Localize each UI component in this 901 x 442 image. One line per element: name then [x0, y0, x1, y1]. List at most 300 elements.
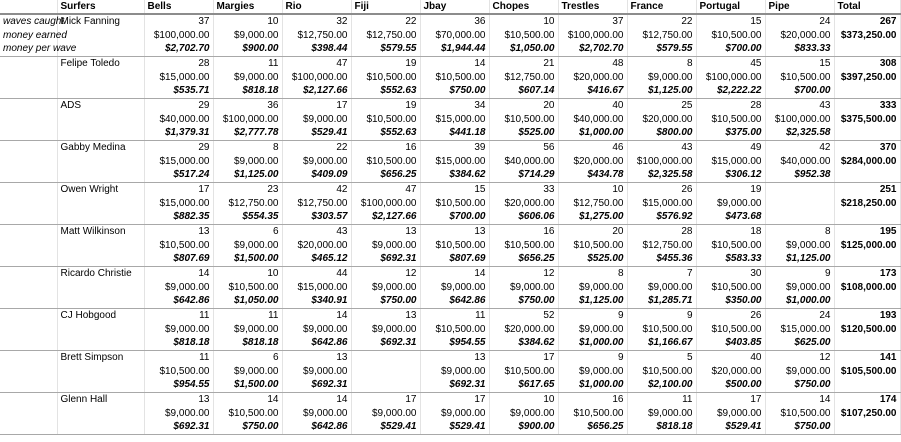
- table-cell[interactable]: 36: [420, 14, 489, 28]
- table-cell[interactable]: $10,500.00: [420, 238, 489, 252]
- table-cell[interactable]: $2,100.00: [627, 378, 696, 392]
- table-cell[interactable]: 16: [558, 392, 627, 406]
- table-cell[interactable]: $642.86: [282, 420, 351, 434]
- table-cell[interactable]: 18: [696, 224, 765, 238]
- table-cell[interactable]: 9: [765, 266, 834, 280]
- table-cell[interactable]: 10: [213, 266, 282, 280]
- table-cell[interactable]: 48: [558, 56, 627, 70]
- surfer-name-cell[interactable]: Owen Wright: [57, 182, 144, 196]
- column-header[interactable]: Pipe: [765, 0, 834, 14]
- table-cell[interactable]: $10,500.00: [144, 238, 213, 252]
- table-cell[interactable]: [351, 350, 420, 364]
- table-cell[interactable]: $15,000.00: [144, 196, 213, 210]
- total-cell[interactable]: $375,500.00: [834, 112, 900, 126]
- row-label-cell[interactable]: [0, 280, 57, 294]
- table-cell[interactable]: $692.31: [351, 252, 420, 266]
- table-cell[interactable]: $9,000.00: [420, 280, 489, 294]
- table-cell[interactable]: 10: [489, 392, 558, 406]
- table-cell[interactable]: $818.18: [213, 84, 282, 98]
- table-cell[interactable]: $642.86: [144, 294, 213, 308]
- table-cell[interactable]: $403.85: [696, 336, 765, 350]
- total-cell[interactable]: [834, 420, 900, 434]
- table-cell[interactable]: $1,050.00: [489, 42, 558, 56]
- table-cell[interactable]: [57, 364, 144, 378]
- table-cell[interactable]: 17: [696, 392, 765, 406]
- table-cell[interactable]: $15,000.00: [765, 322, 834, 336]
- row-label-cell[interactable]: [0, 168, 57, 182]
- table-cell[interactable]: $1,000.00: [765, 294, 834, 308]
- table-cell[interactable]: 19: [696, 182, 765, 196]
- total-cell[interactable]: [834, 168, 900, 182]
- table-cell[interactable]: $9,000.00: [282, 112, 351, 126]
- table-cell[interactable]: $416.67: [558, 84, 627, 98]
- table-cell[interactable]: $807.69: [144, 252, 213, 266]
- row-label-cell[interactable]: [0, 112, 57, 126]
- table-cell[interactable]: $1,944.44: [420, 42, 489, 56]
- table-cell[interactable]: $900.00: [213, 42, 282, 56]
- table-cell[interactable]: $10,500.00: [627, 322, 696, 336]
- table-cell[interactable]: $552.63: [351, 126, 420, 140]
- table-cell[interactable]: $750.00: [765, 378, 834, 392]
- table-cell[interactable]: $20,000.00: [558, 70, 627, 84]
- table-cell[interactable]: 14: [420, 56, 489, 70]
- table-cell[interactable]: 8: [558, 266, 627, 280]
- table-cell[interactable]: $15,000.00: [144, 70, 213, 84]
- total-cell[interactable]: $120,500.00: [834, 322, 900, 336]
- table-cell[interactable]: [57, 154, 144, 168]
- surfer-name-cell[interactable]: CJ Hobgood: [57, 308, 144, 322]
- table-cell[interactable]: $579.55: [627, 42, 696, 56]
- total-cell[interactable]: [834, 210, 900, 224]
- table-cell[interactable]: $12,750.00: [627, 28, 696, 42]
- table-cell[interactable]: 11: [627, 392, 696, 406]
- total-cell[interactable]: $373,250.00: [834, 28, 900, 42]
- table-cell[interactable]: $100,000.00: [696, 70, 765, 84]
- table-cell[interactable]: $340.91: [282, 294, 351, 308]
- table-cell[interactable]: $20,000.00: [282, 238, 351, 252]
- table-cell[interactable]: 17: [351, 392, 420, 406]
- row-label-cell[interactable]: money earned: [0, 28, 57, 42]
- table-cell[interactable]: $100,000.00: [627, 154, 696, 168]
- table-cell[interactable]: $9,000.00: [213, 364, 282, 378]
- table-cell[interactable]: 14: [282, 308, 351, 322]
- table-cell[interactable]: $10,500.00: [696, 112, 765, 126]
- table-cell[interactable]: $1,500.00: [213, 378, 282, 392]
- total-cell[interactable]: [834, 42, 900, 56]
- table-cell[interactable]: $15,000.00: [144, 154, 213, 168]
- table-cell[interactable]: 32: [282, 14, 351, 28]
- row-label-cell[interactable]: waves caught: [0, 14, 57, 28]
- table-cell[interactable]: 22: [627, 14, 696, 28]
- table-cell[interactable]: 22: [351, 14, 420, 28]
- table-cell[interactable]: $9,000.00: [351, 280, 420, 294]
- table-cell[interactable]: $2,325.58: [627, 168, 696, 182]
- surfer-name-cell[interactable]: Matt Wilkinson: [57, 224, 144, 238]
- row-label-cell[interactable]: [0, 406, 57, 420]
- table-cell[interactable]: $40,000.00: [144, 112, 213, 126]
- total-cell[interactable]: $125,000.00: [834, 238, 900, 252]
- table-cell[interactable]: $2,222.22: [696, 84, 765, 98]
- table-cell[interactable]: 45: [696, 56, 765, 70]
- table-cell[interactable]: $952.38: [765, 168, 834, 182]
- table-cell[interactable]: $1,285.71: [627, 294, 696, 308]
- table-cell[interactable]: $692.31: [144, 420, 213, 434]
- table-cell[interactable]: $303.57: [282, 210, 351, 224]
- table-cell[interactable]: $517.24: [144, 168, 213, 182]
- table-cell[interactable]: 10: [213, 14, 282, 28]
- table-cell[interactable]: $900.00: [489, 420, 558, 434]
- table-cell[interactable]: 13: [420, 350, 489, 364]
- table-cell[interactable]: 26: [696, 308, 765, 322]
- column-header[interactable]: Jbay: [420, 0, 489, 14]
- table-cell[interactable]: 12: [351, 266, 420, 280]
- row-label-cell[interactable]: [0, 252, 57, 266]
- table-cell[interactable]: 13: [144, 392, 213, 406]
- table-cell[interactable]: $2,127.66: [282, 84, 351, 98]
- table-cell[interactable]: $579.55: [351, 42, 420, 56]
- table-cell[interactable]: $9,000.00: [558, 322, 627, 336]
- table-cell[interactable]: $9,000.00: [351, 406, 420, 420]
- table-cell[interactable]: [351, 378, 420, 392]
- table-cell[interactable]: $12,750.00: [351, 28, 420, 42]
- table-cell[interactable]: 47: [282, 56, 351, 70]
- table-cell[interactable]: 44: [282, 266, 351, 280]
- table-cell[interactable]: 16: [489, 224, 558, 238]
- table-cell[interactable]: 15: [420, 182, 489, 196]
- table-cell[interactable]: $434.78: [558, 168, 627, 182]
- total-cell[interactable]: [834, 84, 900, 98]
- total-cell[interactable]: 174: [834, 392, 900, 406]
- table-cell[interactable]: $9,000.00: [282, 322, 351, 336]
- table-cell[interactable]: $40,000.00: [558, 112, 627, 126]
- table-cell[interactable]: 37: [144, 14, 213, 28]
- table-cell[interactable]: [57, 238, 144, 252]
- column-header[interactable]: Rio: [282, 0, 351, 14]
- table-cell[interactable]: $700.00: [765, 84, 834, 98]
- row-label-cell[interactable]: [0, 294, 57, 308]
- table-cell[interactable]: $9,000.00: [282, 364, 351, 378]
- table-cell[interactable]: $384.62: [420, 168, 489, 182]
- table-cell[interactable]: 28: [627, 224, 696, 238]
- total-cell[interactable]: $218,250.00: [834, 196, 900, 210]
- table-cell[interactable]: 14: [213, 392, 282, 406]
- table-cell[interactable]: $1,000.00: [558, 126, 627, 140]
- table-cell[interactable]: $9,000.00: [144, 406, 213, 420]
- table-cell[interactable]: 39: [420, 140, 489, 154]
- table-cell[interactable]: [57, 70, 144, 84]
- table-cell[interactable]: $750.00: [351, 294, 420, 308]
- table-cell[interactable]: 42: [765, 140, 834, 154]
- table-cell[interactable]: 19: [351, 98, 420, 112]
- table-cell[interactable]: $20,000.00: [696, 364, 765, 378]
- table-cell[interactable]: $9,000.00: [213, 322, 282, 336]
- table-cell[interactable]: 24: [765, 14, 834, 28]
- table-cell[interactable]: 28: [696, 98, 765, 112]
- table-cell[interactable]: $9,000.00: [213, 238, 282, 252]
- table-cell[interactable]: $9,000.00: [213, 70, 282, 84]
- table-cell[interactable]: $10,500.00: [144, 364, 213, 378]
- table-cell[interactable]: $384.62: [489, 336, 558, 350]
- table-cell[interactable]: $10,500.00: [696, 238, 765, 252]
- table-cell[interactable]: $700.00: [420, 210, 489, 224]
- table-cell[interactable]: $750.00: [765, 420, 834, 434]
- column-header[interactable]: Total: [834, 0, 900, 14]
- table-cell[interactable]: $9,000.00: [765, 280, 834, 294]
- row-label-cell[interactable]: [0, 140, 57, 154]
- table-cell[interactable]: 9: [558, 308, 627, 322]
- table-cell[interactable]: $100,000.00: [144, 28, 213, 42]
- table-cell[interactable]: $10,500.00: [558, 406, 627, 420]
- table-cell[interactable]: $607.14: [489, 84, 558, 98]
- table-cell[interactable]: 9: [558, 350, 627, 364]
- table-cell[interactable]: 16: [351, 140, 420, 154]
- total-cell[interactable]: $108,000.00: [834, 280, 900, 294]
- table-cell[interactable]: $656.25: [558, 420, 627, 434]
- surfer-name-cell[interactable]: Mick Fanning: [57, 14, 144, 28]
- table-cell[interactable]: [351, 364, 420, 378]
- table-cell[interactable]: $525.00: [489, 126, 558, 140]
- table-cell[interactable]: $100,000.00: [213, 112, 282, 126]
- table-cell[interactable]: $818.18: [627, 420, 696, 434]
- column-header[interactable]: France: [627, 0, 696, 14]
- table-cell[interactable]: [765, 210, 834, 224]
- total-cell[interactable]: 141: [834, 350, 900, 364]
- table-cell[interactable]: 13: [351, 308, 420, 322]
- table-cell[interactable]: $12,750.00: [489, 70, 558, 84]
- total-cell[interactable]: [834, 252, 900, 266]
- table-cell[interactable]: $833.33: [765, 42, 834, 56]
- surfer-name-cell[interactable]: Felipe Toledo: [57, 56, 144, 70]
- table-cell[interactable]: [57, 126, 144, 140]
- table-cell[interactable]: $1,000.00: [558, 336, 627, 350]
- table-cell[interactable]: $9,000.00: [420, 406, 489, 420]
- table-cell[interactable]: $617.65: [489, 378, 558, 392]
- table-cell[interactable]: $9,000.00: [351, 322, 420, 336]
- table-cell[interactable]: 17: [420, 392, 489, 406]
- table-cell[interactable]: $700.00: [696, 42, 765, 56]
- table-cell[interactable]: $12,750.00: [558, 196, 627, 210]
- table-cell[interactable]: 8: [765, 224, 834, 238]
- table-cell[interactable]: $10,500.00: [696, 322, 765, 336]
- column-header[interactable]: Trestles: [558, 0, 627, 14]
- row-label-cell[interactable]: [0, 322, 57, 336]
- table-cell[interactable]: 7: [627, 266, 696, 280]
- column-header[interactable]: Portugal: [696, 0, 765, 14]
- surfer-name-cell[interactable]: Ricardo Christie: [57, 266, 144, 280]
- table-cell[interactable]: $656.25: [489, 252, 558, 266]
- table-cell[interactable]: $9,000.00: [765, 364, 834, 378]
- table-cell[interactable]: $12,750.00: [282, 28, 351, 42]
- total-cell[interactable]: [834, 336, 900, 350]
- row-label-cell[interactable]: money per wave: [0, 42, 57, 56]
- table-cell[interactable]: $525.00: [558, 252, 627, 266]
- table-cell[interactable]: 8: [213, 140, 282, 154]
- table-cell[interactable]: 28: [144, 56, 213, 70]
- table-cell[interactable]: [57, 378, 144, 392]
- table-cell[interactable]: $70,000.00: [420, 28, 489, 42]
- table-cell[interactable]: 15: [765, 56, 834, 70]
- table-cell[interactable]: [57, 112, 144, 126]
- table-cell[interactable]: 19: [351, 56, 420, 70]
- table-cell[interactable]: $750.00: [489, 294, 558, 308]
- table-cell[interactable]: 52: [489, 308, 558, 322]
- table-cell[interactable]: $583.33: [696, 252, 765, 266]
- table-cell[interactable]: $529.41: [696, 420, 765, 434]
- table-cell[interactable]: 6: [213, 350, 282, 364]
- column-header[interactable]: Bells: [144, 0, 213, 14]
- table-cell[interactable]: 13: [351, 224, 420, 238]
- table-cell[interactable]: $882.35: [144, 210, 213, 224]
- table-cell[interactable]: 49: [696, 140, 765, 154]
- row-label-cell[interactable]: [0, 266, 57, 280]
- table-cell[interactable]: $714.29: [489, 168, 558, 182]
- table-cell[interactable]: $500.00: [696, 378, 765, 392]
- row-label-cell[interactable]: [0, 336, 57, 350]
- table-cell[interactable]: $1,125.00: [558, 294, 627, 308]
- table-cell[interactable]: $750.00: [420, 84, 489, 98]
- total-cell[interactable]: [834, 126, 900, 140]
- table-cell[interactable]: [57, 406, 144, 420]
- total-cell[interactable]: 193: [834, 308, 900, 322]
- total-cell[interactable]: 195: [834, 224, 900, 238]
- table-cell[interactable]: $818.18: [213, 336, 282, 350]
- table-cell[interactable]: $2,702.70: [144, 42, 213, 56]
- table-cell[interactable]: $10,500.00: [489, 28, 558, 42]
- table-cell[interactable]: 14: [282, 392, 351, 406]
- total-cell[interactable]: 308: [834, 56, 900, 70]
- row-label-cell[interactable]: [0, 84, 57, 98]
- table-cell[interactable]: 13: [144, 224, 213, 238]
- table-cell[interactable]: $9,000.00: [696, 196, 765, 210]
- table-cell[interactable]: 17: [489, 350, 558, 364]
- table-cell[interactable]: $1,500.00: [213, 252, 282, 266]
- column-header[interactable]: Margies: [213, 0, 282, 14]
- table-cell[interactable]: 11: [213, 56, 282, 70]
- table-cell[interactable]: $100,000.00: [351, 196, 420, 210]
- table-cell[interactable]: 20: [489, 98, 558, 112]
- table-cell[interactable]: 40: [558, 98, 627, 112]
- table-cell[interactable]: 25: [627, 98, 696, 112]
- table-cell[interactable]: $1,000.00: [558, 378, 627, 392]
- table-cell[interactable]: $692.31: [351, 336, 420, 350]
- column-header[interactable]: Fiji: [351, 0, 420, 14]
- table-cell[interactable]: [57, 210, 144, 224]
- table-cell[interactable]: $15,000.00: [282, 280, 351, 294]
- table-cell[interactable]: 8: [627, 56, 696, 70]
- table-cell[interactable]: $40,000.00: [489, 154, 558, 168]
- table-cell[interactable]: 15: [696, 14, 765, 28]
- table-cell[interactable]: $10,500.00: [489, 364, 558, 378]
- table-cell[interactable]: $10,500.00: [696, 280, 765, 294]
- table-cell[interactable]: 23: [213, 182, 282, 196]
- table-cell[interactable]: $398.44: [282, 42, 351, 56]
- table-cell[interactable]: [57, 28, 144, 42]
- table-cell[interactable]: $2,702.70: [558, 42, 627, 56]
- table-cell[interactable]: $1,050.00: [213, 294, 282, 308]
- table-cell[interactable]: [57, 168, 144, 182]
- table-cell[interactable]: 36: [213, 98, 282, 112]
- table-cell[interactable]: $20,000.00: [489, 322, 558, 336]
- table-cell[interactable]: $1,166.67: [627, 336, 696, 350]
- surfer-name-cell[interactable]: ADS: [57, 98, 144, 112]
- table-cell[interactable]: [765, 182, 834, 196]
- table-cell[interactable]: $9,000.00: [627, 406, 696, 420]
- table-cell[interactable]: 11: [144, 308, 213, 322]
- table-cell[interactable]: $2,777.78: [213, 126, 282, 140]
- table-cell[interactable]: [57, 196, 144, 210]
- table-cell[interactable]: $100,000.00: [282, 70, 351, 84]
- table-cell[interactable]: $10,500.00: [696, 28, 765, 42]
- table-cell[interactable]: $535.71: [144, 84, 213, 98]
- row-label-cell[interactable]: [0, 70, 57, 84]
- table-cell[interactable]: $9,000.00: [765, 238, 834, 252]
- table-cell[interactable]: $12,750.00: [213, 196, 282, 210]
- total-cell[interactable]: 370: [834, 140, 900, 154]
- table-cell[interactable]: $529.41: [282, 126, 351, 140]
- table-cell[interactable]: 29: [144, 98, 213, 112]
- table-cell[interactable]: 47: [351, 182, 420, 196]
- table-cell[interactable]: $441.18: [420, 126, 489, 140]
- corner-cell[interactable]: [0, 0, 57, 14]
- row-label-cell[interactable]: [0, 350, 57, 364]
- surfer-name-cell[interactable]: Gabby Medina: [57, 140, 144, 154]
- surfer-name-cell[interactable]: Glenn Hall: [57, 392, 144, 406]
- table-cell[interactable]: $9,000.00: [696, 406, 765, 420]
- table-cell[interactable]: 37: [558, 14, 627, 28]
- table-cell[interactable]: $15,000.00: [420, 112, 489, 126]
- table-cell[interactable]: $10,500.00: [351, 154, 420, 168]
- table-cell[interactable]: $15,000.00: [420, 154, 489, 168]
- table-cell[interactable]: 11: [144, 350, 213, 364]
- table-cell[interactable]: [57, 420, 144, 434]
- table-cell[interactable]: $800.00: [627, 126, 696, 140]
- table-cell[interactable]: $554.35: [213, 210, 282, 224]
- table-cell[interactable]: 14: [765, 392, 834, 406]
- row-label-cell[interactable]: [0, 126, 57, 140]
- table-cell[interactable]: $1,125.00: [213, 168, 282, 182]
- table-cell[interactable]: $625.00: [765, 336, 834, 350]
- table-cell[interactable]: $10,500.00: [765, 70, 834, 84]
- table-cell[interactable]: $692.31: [282, 378, 351, 392]
- table-cell[interactable]: $606.06: [489, 210, 558, 224]
- total-cell[interactable]: 173: [834, 266, 900, 280]
- table-cell[interactable]: $10,500.00: [489, 112, 558, 126]
- table-cell[interactable]: $10,500.00: [420, 322, 489, 336]
- column-header[interactable]: Surfers: [57, 0, 144, 14]
- table-cell[interactable]: 12: [489, 266, 558, 280]
- table-cell[interactable]: $1,379.31: [144, 126, 213, 140]
- table-cell[interactable]: 33: [489, 182, 558, 196]
- table-cell[interactable]: $10,500.00: [213, 280, 282, 294]
- table-cell[interactable]: 17: [144, 182, 213, 196]
- total-cell[interactable]: 251: [834, 182, 900, 196]
- table-cell[interactable]: 43: [282, 224, 351, 238]
- table-cell[interactable]: $529.41: [420, 420, 489, 434]
- table-cell[interactable]: $750.00: [213, 420, 282, 434]
- total-cell[interactable]: [834, 294, 900, 308]
- table-cell[interactable]: $15,000.00: [627, 196, 696, 210]
- table-cell[interactable]: 21: [489, 56, 558, 70]
- table-cell[interactable]: 17: [282, 98, 351, 112]
- total-cell[interactable]: [834, 378, 900, 392]
- table-cell[interactable]: 46: [558, 140, 627, 154]
- table-cell[interactable]: $2,127.66: [351, 210, 420, 224]
- table-cell[interactable]: $9,000.00: [144, 280, 213, 294]
- table-cell[interactable]: $409.09: [282, 168, 351, 182]
- table-cell[interactable]: 24: [765, 308, 834, 322]
- total-cell[interactable]: $284,000.00: [834, 154, 900, 168]
- table-cell[interactable]: $10,500.00: [351, 112, 420, 126]
